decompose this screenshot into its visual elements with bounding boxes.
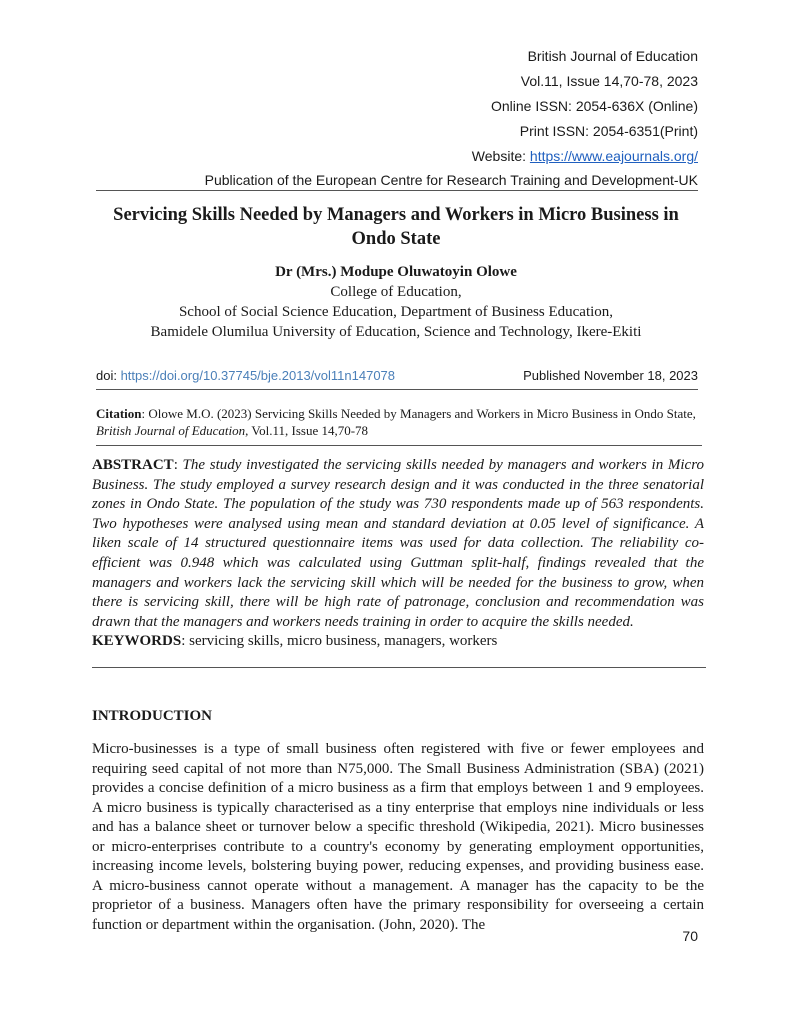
keywords-text: : servicing skills, micro business, managers, workers	[181, 633, 498, 650]
page-number: 70	[682, 928, 698, 944]
abstract-sep: :	[173, 457, 183, 473]
citation-journal: British Journal of Education	[96, 423, 246, 438]
abstract-label: ABSTRACT	[92, 457, 174, 473]
website-line	[472, 144, 698, 169]
journal-volume: Vol.11, Issue 14,70-78, 2023	[520, 73, 698, 89]
journal-header	[472, 44, 698, 169]
website-link[interactable]: https://www.eajournals.org/	[529, 148, 698, 164]
publisher-line: Publication of the European Centre for Research Training and Development-UK	[96, 172, 698, 191]
doi-link[interactable]: https://doi.org/10.37745/bje.2013/vol11n147078	[120, 368, 396, 383]
doi-label: doi:	[96, 368, 121, 383]
citation	[96, 405, 702, 446]
section-divider	[92, 667, 706, 668]
article-title: Servicing Skills Needed by Managers and Workers in Micro Business in Ondo State	[113, 205, 679, 249]
print-issn: Print ISSN: 2054-6351(Print)	[519, 123, 698, 139]
website-label: Website:	[471, 148, 530, 164]
citation-label: Citation	[96, 406, 142, 421]
doi-row	[96, 368, 698, 390]
abstract-text: The study investigated the servicing skills needed by managers and workers in Micro Business. The study employed a survey research design and it was conducted in the three senatorial zones in Ondo State. The population of the study was 730 respondents made up of 563 respondents. Two hypotheses were analysed using mean and standard deviation at 0.05 level of significance. A liken scale of 14 structured questionnaire items was used for data collection. The reliability co-efficient was 0.948 which was calculated using Guttman split-half, findings revealed that the managers and workers lack the servicing skill which will be needed for the business to grow, when there is servicing skill, there will be high rate of patronage, conclusion and recommendation was drawn that the managers and workers needs training in order to acquire the skills needed.	[92, 457, 704, 630]
citation-rest: , Vol.11, Issue 14,70-78	[245, 423, 369, 438]
keywords-label: KEYWORDS	[92, 633, 182, 650]
abstract	[92, 456, 704, 652]
author-block	[90, 262, 702, 342]
doi	[96, 368, 395, 383]
citation-text: : Olowe M.O. (2023) Servicing Skills Needed by Managers and Workers in Micro Business in Ondo State,	[141, 406, 696, 421]
affiliation-line: Bamidele Olumilua University of Education, Science and Technology, Ikere-Ekiti	[150, 324, 642, 340]
journal-name: British Journal of Education	[527, 48, 698, 64]
introduction-heading: INTRODUCTION	[92, 708, 213, 724]
affiliation-line: School of Social Science Education, Department of Business Education,	[178, 304, 614, 320]
published-date: Published November 18, 2023	[523, 368, 698, 383]
online-issn: Online ISSN: 2054-636X (Online)	[491, 98, 698, 114]
affiliation-line: College of Education,	[330, 284, 462, 300]
introduction-paragraph: Micro-businesses is a type of small business often registered with five or fewer employees and requiring seed capital of not more than N75,000. The Small Business Administration (SBA) (2021) provides a concise definition of a micro business as a firm that employs between 1 and 9 employees. A micro business is typically characterised as a tiny enterprise that employs nine individuals or less and has a balance sheet or turnover below a specific threshold (Wikipedia, 2021). Micro businesses or micro-enterprises contribute to a country's economy by generating employment opportunities, increasing income levels, bolstering buying power, reducing expenses, and providing business ease. A micro-business cannot operate without a management. A manager has the capacity to be the proprietor of a business. Managers often have the primary responsibility for overseeing a certain function or department within the organisation. (John, 2020). The	[92, 741, 704, 933]
author-name: Dr (Mrs.) Modupe Oluwatoyin Olowe	[275, 264, 517, 280]
